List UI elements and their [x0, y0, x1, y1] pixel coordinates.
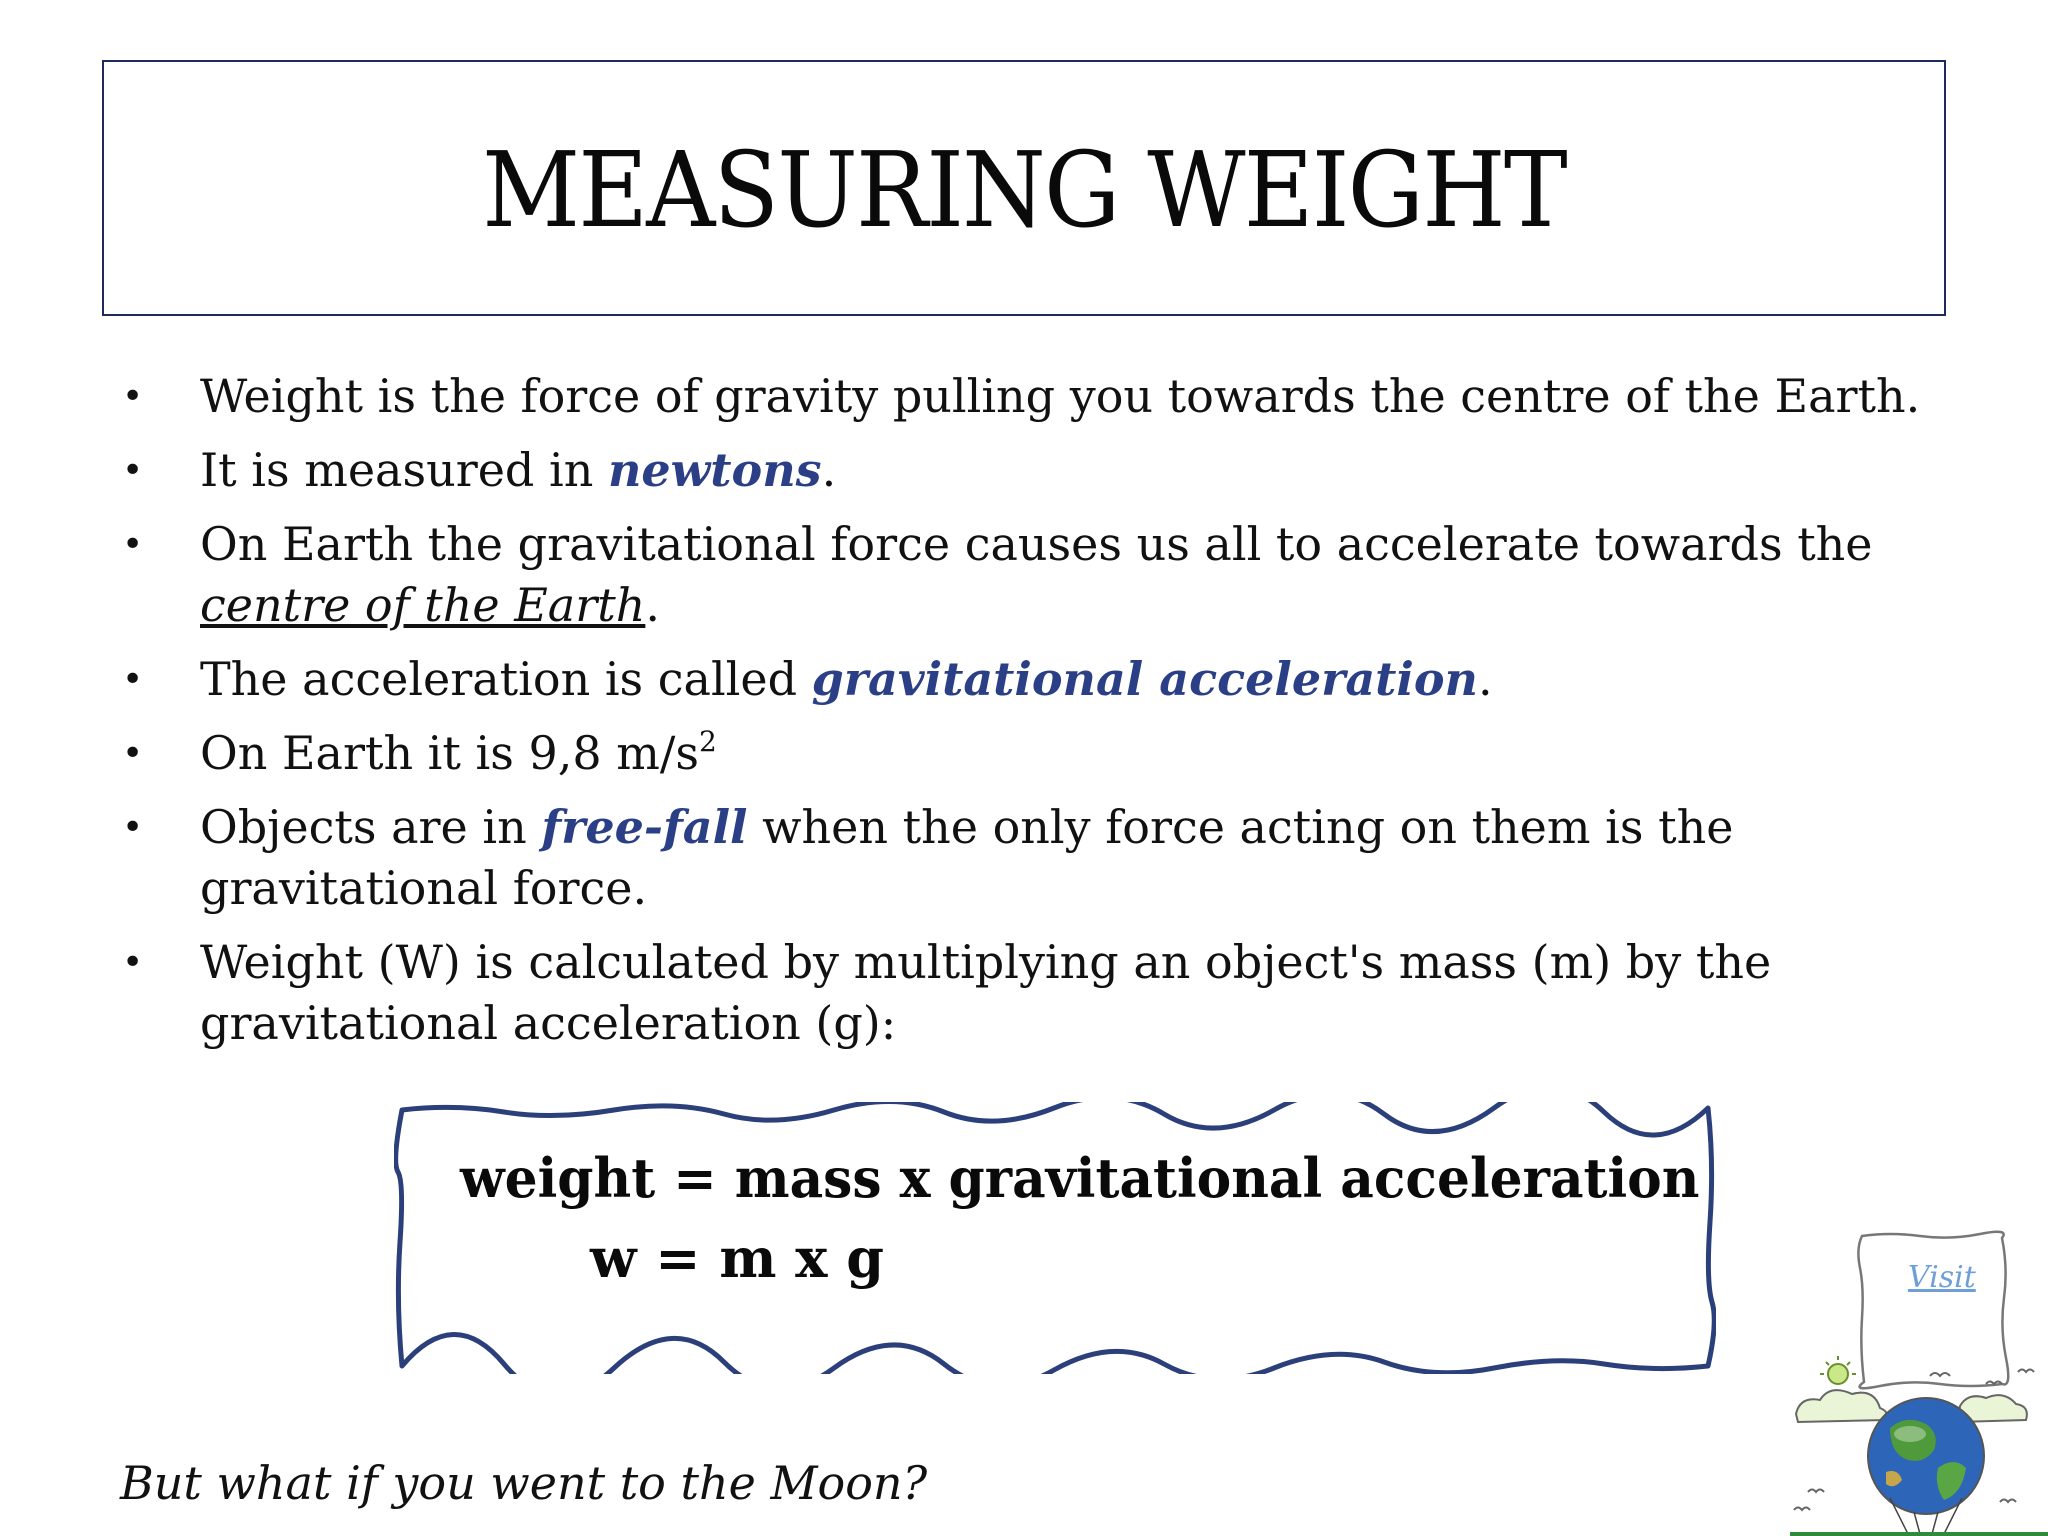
bullet-text-end: . — [645, 578, 660, 632]
visit-link[interactable]: Visit — [1908, 1260, 1976, 1295]
bullet-dot-icon: • — [122, 807, 144, 848]
bullet-list — [120, 366, 2000, 1067]
bullet-text-end: . — [1477, 652, 1493, 706]
closing-question: But what if you went to the Moon? — [120, 1456, 928, 1510]
bullet-text: Objects are in — [200, 800, 542, 854]
bullet-item-newtons — [120, 440, 2000, 501]
visit-widget[interactable] — [1790, 1228, 2048, 1536]
bullet-text-end: when the only force acting on them is the gravitational force. — [200, 800, 1734, 915]
bullet-dot-icon: • — [122, 376, 144, 417]
bullet-item-weight-calculation — [120, 932, 2000, 1054]
bullet-text: On Earth it is 9,8 m/s — [200, 726, 699, 780]
formula-symbols: w = m x g — [590, 1226, 885, 1290]
bullet-item-gravitational-acceleration — [120, 649, 2000, 710]
bullet-dot-icon: • — [122, 733, 144, 774]
bullet-dot-icon: • — [122, 524, 144, 565]
slide-title: MEASURING WEIGHT — [482, 129, 1566, 251]
highlight-term-gravitational-acceleration: gravitational acceleration — [811, 652, 1478, 706]
highlight-term-newtons: newtons — [607, 443, 822, 497]
bullet-text: Weight is the force of gravity pulling you towards the centre of the Earth. — [200, 369, 1921, 423]
formula-words: weight = mass x gravitational acceleration — [460, 1146, 1700, 1210]
bullet-item-free-fall — [120, 797, 2000, 919]
title-box — [102, 60, 1946, 316]
bullet-dot-icon: • — [122, 942, 144, 983]
bullet-text: Weight (W) is calculated by multiplying an object's mass (m) by the gravitational acceleration (g): — [200, 935, 1772, 1050]
bullet-text: The acceleration is called — [200, 652, 812, 706]
bullet-dot-icon: • — [122, 659, 144, 700]
bullet-item-value — [120, 723, 2000, 784]
highlight-term-free-fall: free-fall — [541, 800, 748, 854]
bullet-dot-icon: • — [122, 450, 144, 491]
underlined-term-centre-of-earth: centre of the Earth — [200, 578, 646, 632]
bullet-item-weight-definition — [120, 366, 2000, 427]
formula-box — [394, 1102, 1716, 1374]
bullet-text-end: . — [821, 443, 837, 497]
superscript-two: 2 — [698, 725, 717, 758]
bullet-text: It is measured in — [200, 443, 608, 497]
bullet-item-earth-acceleration — [120, 514, 2000, 636]
bullet-text: On Earth the gravitational force causes us all to accelerate towards the — [200, 517, 1873, 571]
